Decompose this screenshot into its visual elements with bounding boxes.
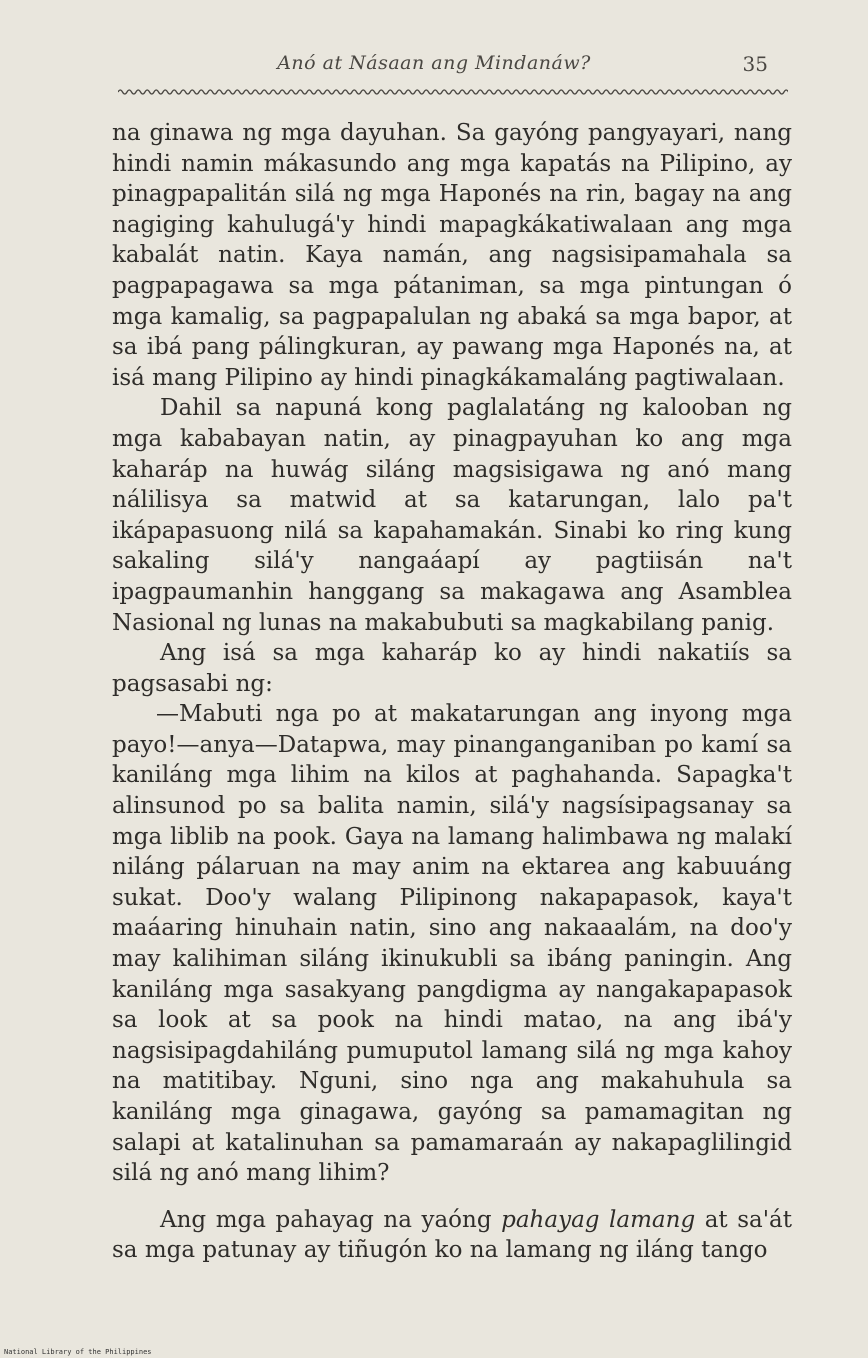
paragraph-2: Dahil sa napuná kong paglalatáng ng kalooban ng mga kababayan natin, ay pinagpayuhan ko ang mga kaharáp na huwág siláng magsisigawa ng anó mang nálilisya sa matwid at sa katarungan, lalo pa't ikápapasuong nilá sa kapahamakán. Sinabi ko ring kung sakaling silá'y nangaáapí ay pagtiisán na't ipagpaumanhin hanggang sa makagawa ang Asamblea Nasional ng lunas na makabubuti sa magkabilang panig.	[112, 395, 792, 636]
paragraph-3: Ang isá sa mga kaharáp ko ay hindi nakatiís sa pagsasabi ng:	[112, 640, 792, 697]
body-text	[112, 118, 792, 1266]
library-credit: National Library of the Philippines	[4, 1348, 152, 1356]
paragraph-4: —Mabuti nga po at makatarungan ang inyong mga payo!—anya—Datapwa, may pinanganganiban po kamí sa kaniláng mga lihim na kilos at paghahanda. Sapagka't alinsunod po sa balita namin, silá'y nagsísipagsanay sa mga liblib na pook. Gaya na lamang halimbawa ng malakí niláng pálaruan na may anim na ektarea ang kabuuáng sukat. Doo'y walang Pilipinong nakapapasok, kaya't maáaring hinuhain natin, sino ang nakaaalám, na doo'y may kalihiman siláng ikinukubli sa ibáng paningin. Ang kaniláng mga sasakyang pangdigma ay nangakapapasok sa look at sa pook na hindi matao, na ang ibá'y nagsisipagdahiláng pumuputol lamang silá ng mga kahoy na matitibay. Nguni, sino nga ang makahuhula sa kaniláng mga ginagawa, gayóng sa pamamagitan ng salapi at katalinuhan sa pamamaraán ay nakapaglilingid silá ng anó mang lihim?	[112, 701, 792, 1187]
paragraph-1: na ginawa ng mga dayuhan. Sa gayóng pangyayari, nang hindi namin mákasundo ang mga kapatás na Pilipino, ay pinagpapalitán silá ng mga Haponés na rin, bagay na ang nagiging kahulugá'y hindi mapagkákatiwalaan ang mga kabalát natin. Kaya namán, ang nagsisipamahala sa pagpapagawa sa mga pátaniman, sa mga pintungan ó mga kamalig, sa pagpapalulan ng abaká sa mga bapor, at sa ibá pang pálingkuran, ay pawang mga Haponés na, at isá mang Pilipino ay hindi pinagkákamaláng pagtiwalaan.	[112, 120, 792, 391]
wavy-rule-divider	[118, 86, 788, 98]
page-number: 35	[742, 52, 768, 76]
running-title: Anó at Násaan ang Mindanáw?	[277, 52, 591, 74]
paragraph-5-end: at sa'át sa mga patunay ay tiñugón ko na lamang ng iláng tango	[112, 1206, 793, 1264]
paragraph-5	[112, 1205, 792, 1266]
paragraph-5-start: Ang mga pahayag na yaóng	[160, 1206, 502, 1233]
paragraph-5-emphasis: pahayag lamang	[501, 1206, 696, 1233]
